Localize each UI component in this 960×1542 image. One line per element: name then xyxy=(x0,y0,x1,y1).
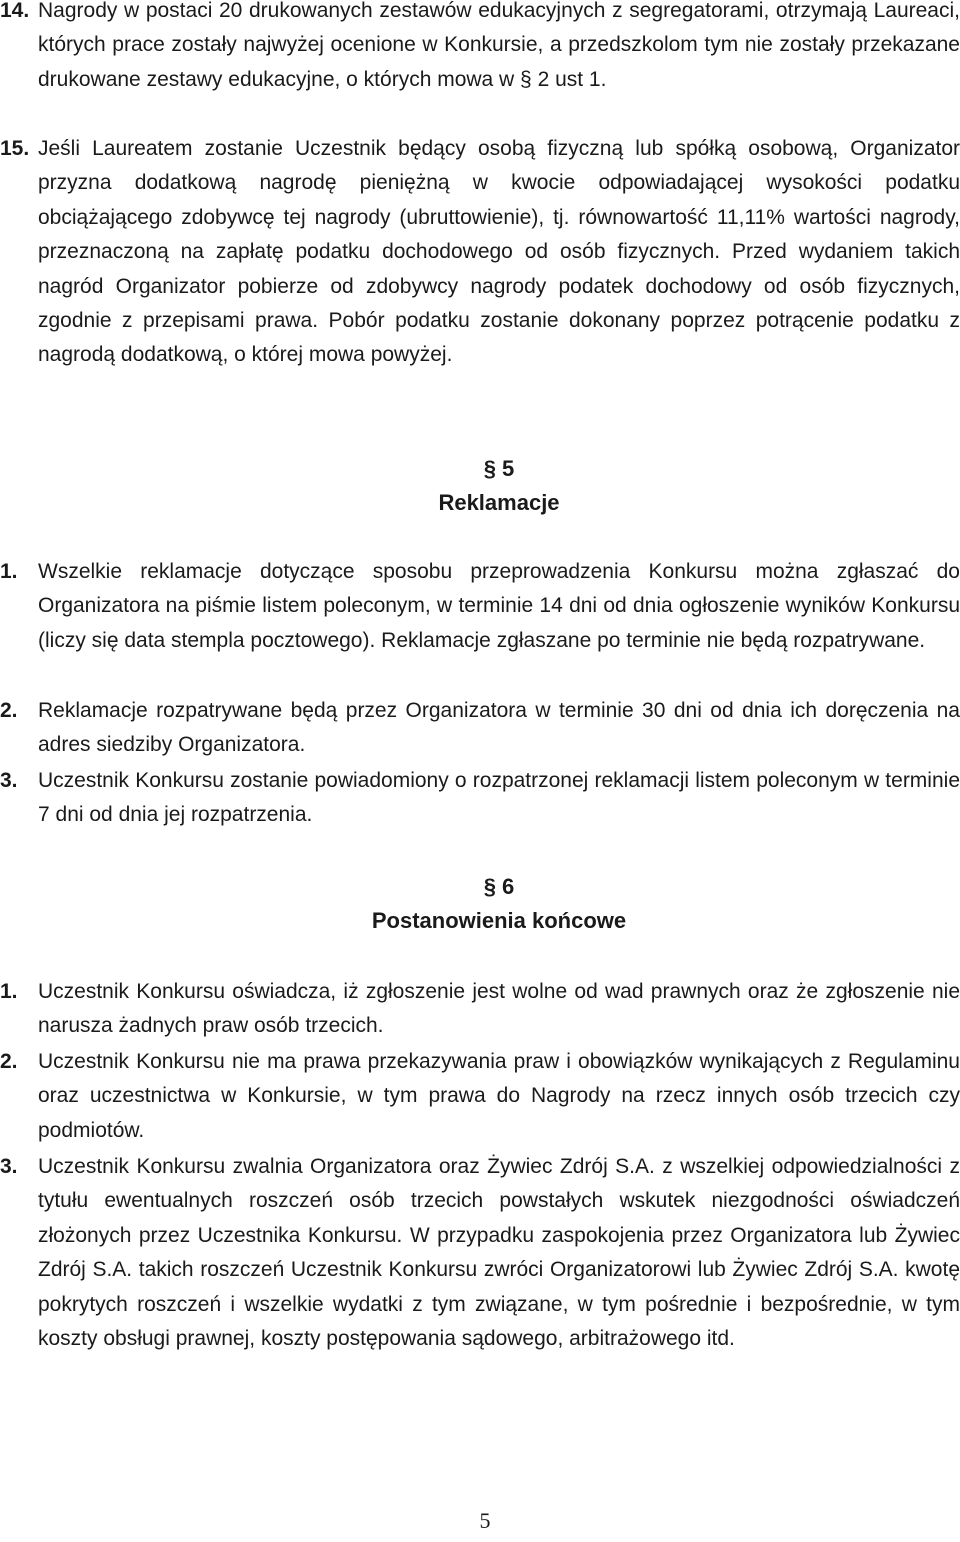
item-number: 3. xyxy=(0,769,18,792)
item-number: 1. xyxy=(0,560,18,583)
paragraph-number: 14. xyxy=(0,0,30,22)
item-text: Reklamacje rozpatrywane będą przez Organizatora w terminie 30 dni od dnia ich doręczenia na adres siedziby Organizatora. xyxy=(38,699,960,757)
item-text: Uczestnik Konkursu nie ma prawa przekazywania praw i obowiązków wynikających z Regulaminu oraz uczestnictwa w Konkursie, w tym prawa do Nagrody na rzecz innych osób trzecich czy podmiotów. xyxy=(38,1050,960,1142)
section-number: § 6 xyxy=(483,874,515,899)
item-text: Uczestnik Konkursu zwalnia Organizatora oraz Żywiec Zdrój S.A. z wszelkiej odpowiedzialności z tytułu ewentualnych roszczeń osób trzecich powstałych wskutek niezgodności oświadczeń złożonych przez Uczestnika Konkursu. W przypadku zaspokojenia przez Organizatora lub Żywiec Zdrój S.A. takich roszczeń Uczestnik Konkursu zwróci Organizatorowi lub Żywiec Zdrój S.A. kwotę pokrytych roszczeń i wszelkie wydatki z tym związane, w tym pośrednie i bezpośrednie, w tym koszty obsługi prawnej, koszty postępowania sądowego, arbitrażowego itd. xyxy=(38,1155,960,1351)
section-6-item-2 xyxy=(0,1045,960,1148)
paragraph-text: Jeśli Laureatem zostanie Uczestnik będący osobą fizyczną lub spółką osobową, Organizator przyzna dodatkową nagrodę pieniężną w kwocie odpowiadającej wysokości podatku obciążającego zdobywcę tej nagrody (ubruttowienie), tj. równowartość 11,11% wartości nagrody, przeznaczoną na zapłatę podatku dochodowego od osób fizycznych. Przed wydaniem takich nagród Organizator pobierze od zdobywcy nagrody podatek dochodowy od osób fizycznych, zgodnie z przepisami prawa. Pobór podatku zostanie dokonany poprzez potrącenie podatku z nagrodą dodatkową, o której mowa powyżej. xyxy=(38,137,960,367)
item-text: Uczestnik Konkursu oświadcza, iż zgłoszenie jest wolne od wad prawnych oraz że zgłoszenie nie narusza żadnych praw osób trzecich. xyxy=(38,980,960,1038)
item-text: Wszelkie reklamacje dotyczące sposobu przeprowadzenia Konkursu można zgłaszać do Organizatora na piśmie listem poleconym, w terminie 14 dni od dnia ogłoszenie wyników Konkursu (liczy się data stempla pocztowego). Reklamacje zgłaszane po terminie nie będą rozpatrywane. xyxy=(38,560,960,652)
item-number: 2. xyxy=(0,699,18,722)
section-5-item-3 xyxy=(0,764,960,833)
section-title: Reklamacje xyxy=(438,490,560,515)
section-6-item-3 xyxy=(0,1150,960,1356)
paragraph-14 xyxy=(0,0,960,97)
paragraph-number: 15. xyxy=(0,137,30,160)
page-number: 5 xyxy=(479,1508,491,1533)
section-number: § 5 xyxy=(483,456,515,481)
section-5-item-1 xyxy=(0,555,960,658)
item-number: 3. xyxy=(0,1155,18,1178)
section-6-item-1 xyxy=(0,975,960,1044)
section-6-heading xyxy=(38,870,960,938)
section-title: Postanowienia końcowe xyxy=(371,908,627,933)
item-number: 2. xyxy=(0,1050,18,1073)
item-number: 1. xyxy=(0,980,18,1003)
paragraph-text: Nagrody w postaci 20 drukowanych zestawów edukacyjnych z segregatorami, otrzymają Laureaci, których prace zostały najwyżej ocenione w Konkursie, a przedszkolom tym nie zostały przekazane drukowane zestawy edukacyjne, o których mowa w § 2 ust 1. xyxy=(38,0,960,91)
paragraph-15 xyxy=(0,132,960,373)
item-text: Uczestnik Konkursu zostanie powiadomiony o rozpatrzonej reklamacji listem poleconym w terminie 7 dni od dnia jej rozpatrzenia. xyxy=(38,769,960,827)
section-5-heading xyxy=(38,452,960,520)
section-5-item-2 xyxy=(0,694,960,763)
